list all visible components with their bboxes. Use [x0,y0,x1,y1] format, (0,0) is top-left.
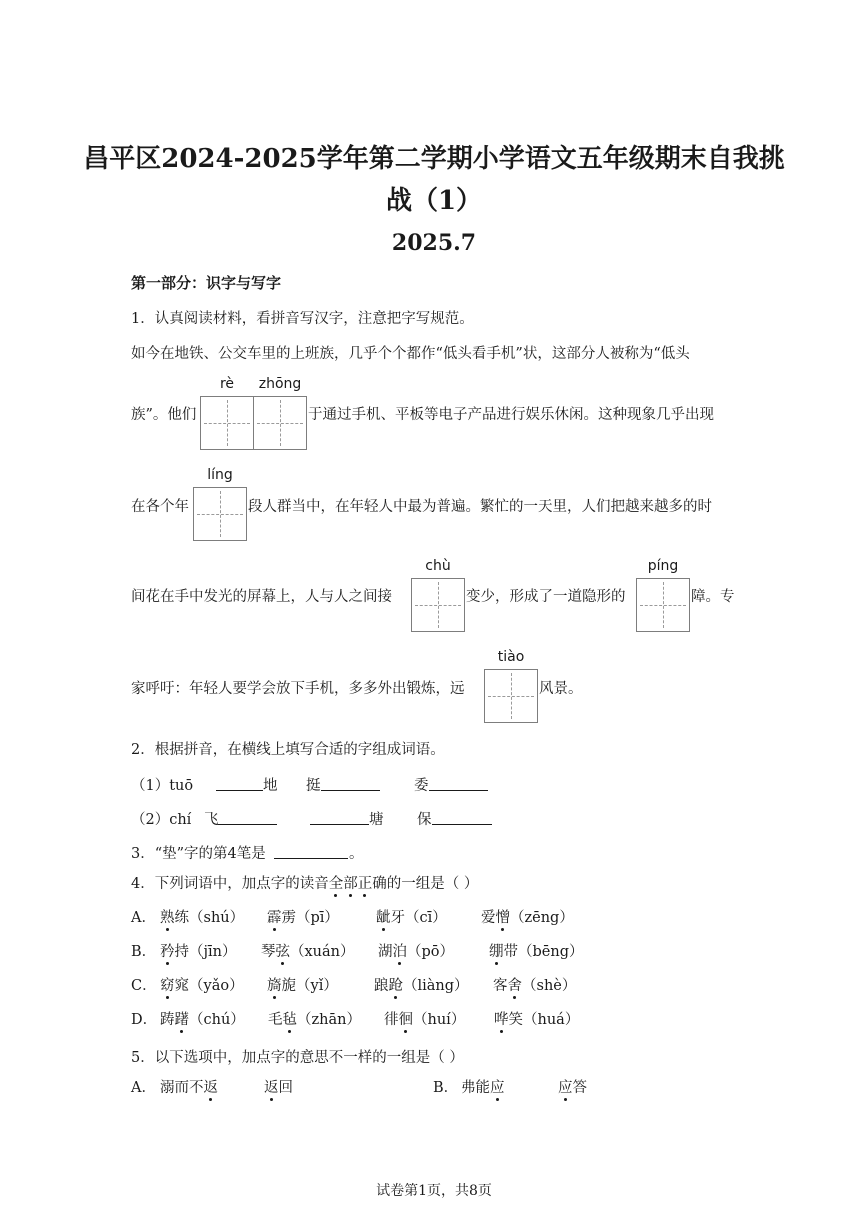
q4-option-b-4: 绷带（bēng） [489,944,584,960]
q2-r2-w2: 塘 [369,812,384,828]
q2-row1-label: （1）tuō [131,778,194,794]
q4-stem: 4．下列词语中，加点字的读音全部正确的一组是（ ） [131,876,479,892]
q2-r1-w2: 挺 [306,778,321,794]
writing-box-re[interactable] [200,396,254,450]
pinyin-ping: píng [647,558,679,574]
q5-option-b-word1[interactable]: 弗能应 [461,1080,505,1096]
q1-text-line1: 如今在地铁、公交车里的上班族，几乎个个都作“低头看手机”状，这部分人被称为“低头 [131,346,690,362]
q1-text-line5a: 家呼吁：年轻人要学会放下手机，多多外出锻炼，远 [131,681,465,697]
page-footer: 试卷第1页，共8页 [376,1183,492,1199]
pinyin-chu: chù [425,558,451,574]
pinyin-re: rè [219,376,235,392]
q4-option-b-3: 湖泊（pō） [378,944,455,960]
q2-row2-label: （2）chí [131,812,192,828]
q4-option-a-label: A． [131,910,156,926]
q4-option-b-2: 琴弦（xuán） [261,944,355,960]
q4-option-c-3: 踉跄（liàng） [374,978,469,994]
q2-r2-w1: 飞 [204,812,219,828]
writing-box-chu[interactable] [411,578,465,632]
part1-heading: 第一部分：识字与写字 [131,274,282,292]
writing-box-tiao[interactable] [484,669,538,723]
q4-option-a-2: 霹雳（pī） [267,910,339,926]
q4-option-d-4: 哗笑（huá） [494,1012,580,1028]
q4-option-c-4: 客舍（shè） [493,978,577,994]
q1-text-line3a: 在各个年 [131,499,189,515]
exam-title-line1: 昌平区2024-2025学年第二学期小学语文五年级期末自我挑 [83,144,785,174]
q4-option-b-label: B． [131,944,157,960]
q5-option-a-label: A． [131,1080,156,1096]
q4-option-a-4: 爱憎（zēng） [481,910,574,926]
q5-option-b-label: B． [433,1080,459,1096]
q4-option-a-1[interactable]: 熟练（shú） [160,910,245,926]
q5-option-a-word2: 返回 [264,1080,293,1096]
pinyin-zhong: zhōng [258,376,302,392]
q2-stem-text: 2．根据拼音，在横线上填写合适的字组成词语。 [131,742,445,758]
writing-box-zhong[interactable] [253,396,307,450]
q2-r1-blank3[interactable] [429,776,488,791]
q5-option-b-word2: 应答 [558,1080,587,1096]
q1-text-line3b: 段人群当中，在年轻人中最为普遍。繁忙的一天里，人们把越来越多的时 [248,499,712,515]
q2-r2-w3: 保 [417,812,432,828]
q4-option-d-2: 毛毡（zhān） [268,1012,361,1028]
q2-r2-blank2[interactable] [310,810,369,825]
q1-stem: 1．认真阅读材料，看拼音写汉字，注意把字写规范。 [131,311,474,327]
writing-box-ping[interactable] [636,578,690,632]
pinyin-tiao: tiào [497,649,525,665]
q2-r1-w1: 地 [263,778,278,794]
q5-stem: 5．以下选项中，加点字的意思不一样的一组是（ ） [131,1050,464,1066]
q4-option-d-label: D． [131,1012,158,1028]
exam-date: 2025.7 [391,230,477,256]
q3-blank[interactable] [274,844,348,859]
q3-stem: 3．“垫”字的第4笔是 [131,846,266,862]
q4-option-a-3: 龇牙（cī） [376,910,447,926]
q4-option-b-1[interactable]: 矜持（jīn） [160,944,237,960]
q1-text-line4c: 障。专 [691,589,735,605]
q4-option-c-2: 旖旎（yǐ） [267,978,338,994]
q4-option-d-3: 徘徊（huí） [384,1012,466,1028]
q1-text-line4a: 间花在手中发光的屏幕上，人与人之间接 [131,589,392,605]
q1-text-line4b: 变少，形成了一道隐形的 [466,589,626,605]
q2-r1-blank1[interactable] [216,776,263,791]
q4-option-d-1[interactable]: 踌躇（chú） [160,1012,245,1028]
q2-r1-blank2[interactable] [321,776,380,791]
q4-option-c-1[interactable]: 窈窕（yǎo） [160,978,244,994]
q1-text-line2a: 族”。他们 [131,407,197,423]
q2-r1-w3: 委 [414,778,429,794]
q2-r2-blank3[interactable] [432,810,492,825]
q3-end: 。 [349,846,364,862]
q5-option-a-word1[interactable]: 溺而不返 [160,1080,218,1096]
pinyin-ling: líng [207,467,233,483]
q4-option-c-label: C． [131,978,157,994]
q1-text-line2b: 于通过手机、平板等电子产品进行娱乐休闲。这种现象几乎出现 [308,407,714,423]
writing-box-ling[interactable] [193,487,247,541]
q2-r2-blank1[interactable] [218,810,277,825]
exam-title-line2: 战（1） [385,186,483,216]
q1-text-line5b: 风景。 [539,681,583,697]
